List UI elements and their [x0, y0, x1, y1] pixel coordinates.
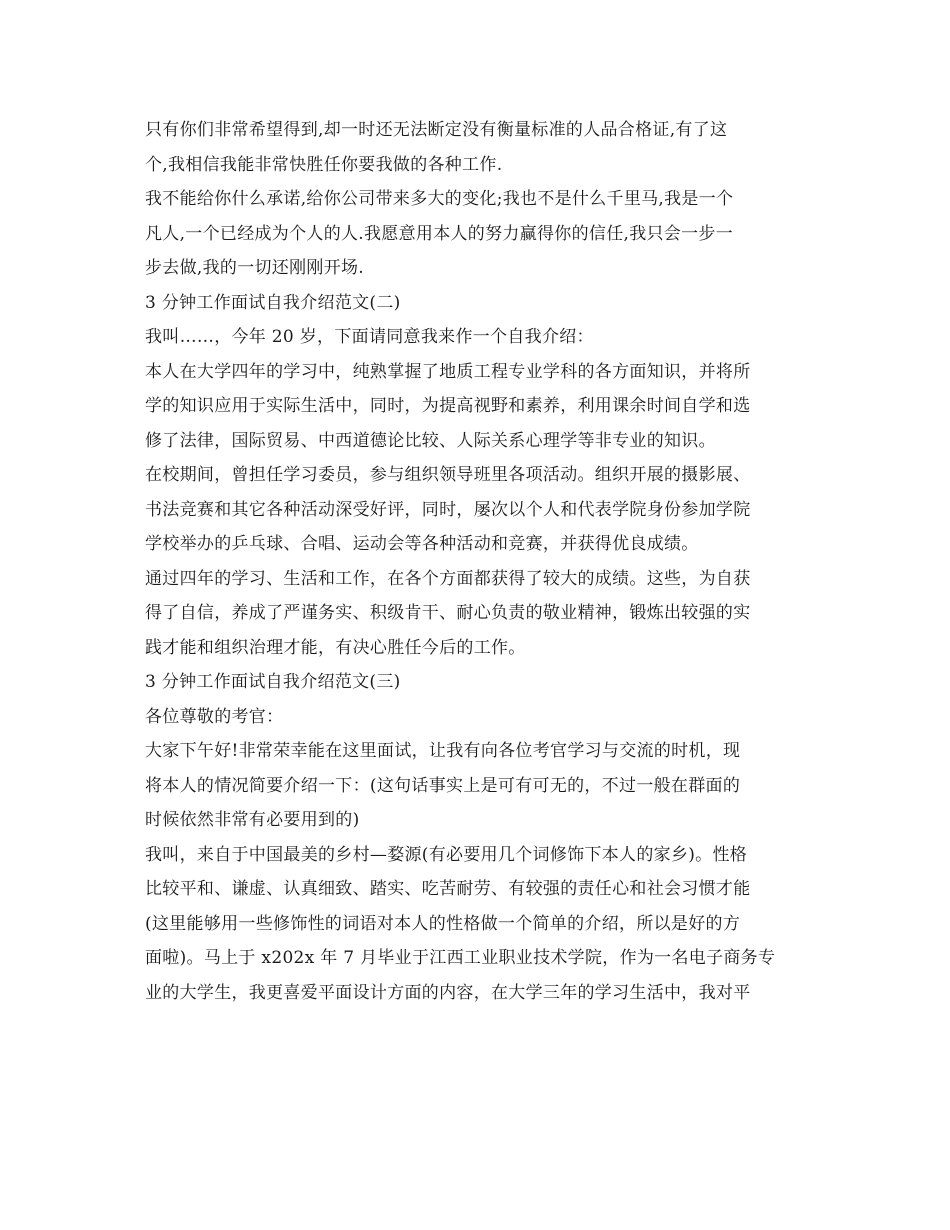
- document-body: [145, 113, 805, 1010]
- text-line: 践才能和组织治理才能，有决心胜任今后的工作。: [145, 637, 526, 658]
- text-line: 学校举办的乒乓球、合唱、运动会等各种活动和竞赛，并获得优良成绩。: [145, 534, 699, 554]
- text-line: 面啦)。马上于 x202x 年 7 月毕业于江西工业职业技术学院，作为一名电子商务专: [145, 948, 776, 968]
- text-line: 我叫……，今年 20 岁，下面请同意我来作一个自我介绍：: [145, 327, 594, 347]
- section-heading: 3 分钟工作面试自我介绍范文(二): [145, 292, 401, 313]
- text-line: 凡人,一个已经成为个人的人.我愿意用本人的努力赢得你的信任,我只会一步一: [145, 223, 734, 244]
- text-line: 我不能给你什么承诺,给你公司带来多大的变化;我也不是什么千里马,我是一个: [145, 189, 734, 209]
- text-line: 步去做,我的一切还刚刚开场.: [145, 258, 365, 278]
- text-line: 书法竞赛和其它各种活动深受好评，同时，屡次以个人和代表学院身份参加学院: [145, 499, 751, 520]
- text-line: (这里能够用一些修饰性的词语对本人的性格做一个简单的介绍，所以是好的方: [145, 913, 741, 934]
- text-line: 修了法律，国际贸易、中西道德论比较、人际关系心理学等非专业的知识。: [145, 430, 716, 451]
- text-line: 大家下午好!非常荣幸能在这里面试，让我有向各位考官学习与交流的时机，现: [145, 741, 741, 761]
- section-heading: 3 分钟工作面试自我介绍范文(三): [145, 672, 401, 692]
- text-line: 得了自信，养成了严谨务实、积级肯干、耐心负责的敬业精神，锻炼出较强的实: [145, 603, 751, 623]
- text-line: 在校期间，曾担任学习委员，参与组织领导班里各项活动。组织开展的摄影展、: [145, 465, 751, 485]
- text-line: 时候依然非常有必要用到的): [145, 810, 360, 830]
- text-line: 业的大学生，我更喜爱平面设计方面的内容，在大学三年的学习生活中，我对平: [145, 982, 751, 1003]
- text-line: 各位尊敬的考官：: [145, 706, 284, 727]
- text-line: 比较平和、谦虚、认真细致、踏实、吃苦耐劳、有较强的责任心和社会习惯才能: [145, 879, 751, 899]
- text-line: 本人在大学四年的学习中，纯熟掌握了地质工程专业学科的各方面知识，并将所: [145, 361, 751, 382]
- text-line: 个,我相信我能非常快胜任你要我做的各种工作.: [145, 154, 503, 175]
- text-line: 学的知识应用于实际生活中，同时，为提高视野和素养，利用课余时间自学和选: [145, 396, 751, 416]
- text-line: 通过四年的学习、生活和工作，在各个方面都获得了较大的成绩。这些，为自获: [145, 568, 751, 589]
- text-line: 只有你们非常希望得到,却一时还无法断定没有衡量标准的人品合格证,有了这: [145, 120, 728, 140]
- text-line: 将本人的情况简要介绍一下：(这句话事实上是可有可无的，不过一般在群面的: [145, 775, 741, 796]
- text-line: 我叫，来自于中国最美的乡村—婺源(有必要用几个词修饰下本人的家乡)。性格: [145, 844, 748, 865]
